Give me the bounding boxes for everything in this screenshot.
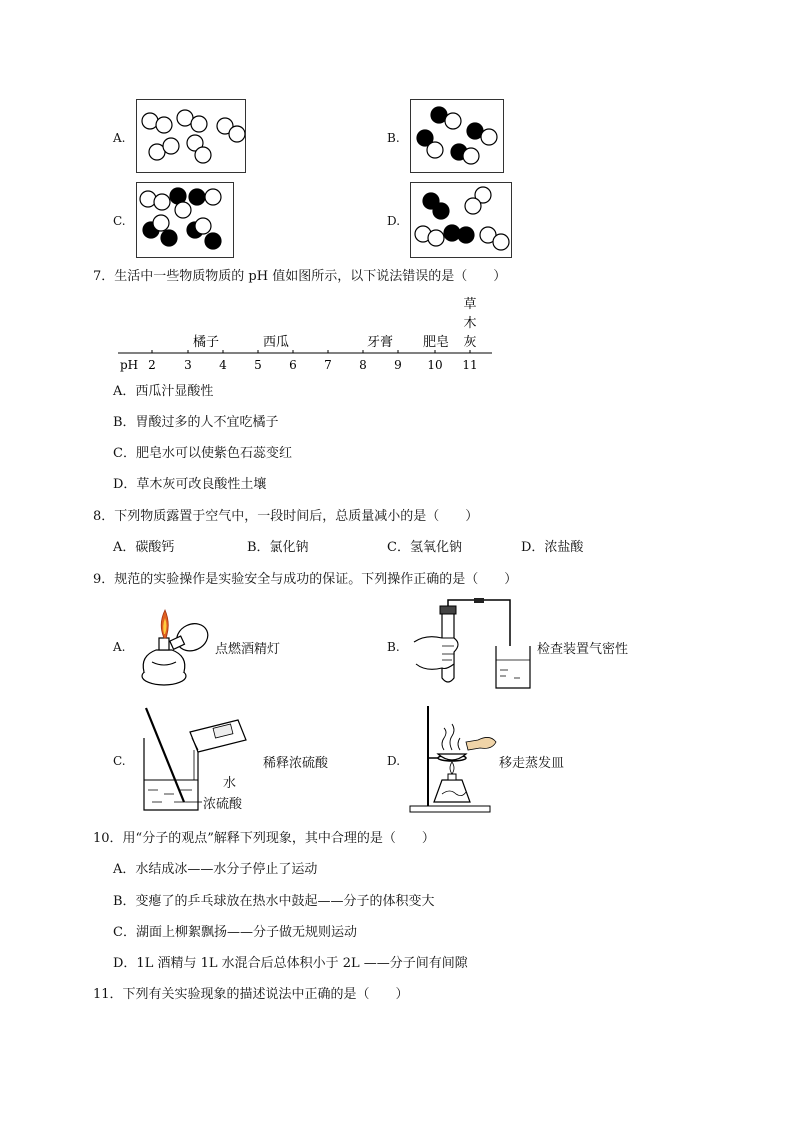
substance-label: 西瓜 bbox=[262, 335, 290, 350]
vertical-substance-char: 木 bbox=[463, 316, 477, 331]
particle-diagram bbox=[137, 183, 233, 257]
particle-hollow bbox=[427, 142, 443, 158]
question-10-option-a[interactable]: A．水结成冰——水分子停止了运动 bbox=[113, 862, 318, 877]
question-8-option-c[interactable]: C．氢氧化钠 bbox=[387, 540, 462, 555]
acid-label: 浓硫酸 bbox=[203, 797, 243, 812]
particle-diagram bbox=[411, 100, 503, 172]
tick-label: 9 bbox=[394, 358, 402, 372]
option-label: C. bbox=[113, 214, 126, 228]
particle-hollow bbox=[229, 126, 245, 142]
question-11-stem: 11．下列有关实验现象的描述说法中正确的是（ ） bbox=[93, 987, 409, 1002]
particle-filled bbox=[189, 189, 205, 205]
tick-label: 4 bbox=[219, 358, 227, 372]
substance-label: 肥皂 bbox=[422, 335, 450, 350]
alcohol-lamp-illustration bbox=[134, 598, 214, 690]
particle-box bbox=[410, 99, 504, 173]
option-label: A. bbox=[113, 640, 126, 654]
option-caption: 点燃酒精灯 bbox=[215, 642, 281, 657]
particle-hollow bbox=[156, 117, 172, 133]
particle-hollow bbox=[493, 234, 509, 250]
particle-diagram bbox=[137, 100, 245, 172]
particle-hollow bbox=[205, 189, 221, 205]
tick-label: 11 bbox=[462, 358, 478, 372]
question-10-stem: 10．用“分子的观点”解释下列现象，其中合理的是（ ） bbox=[93, 831, 435, 846]
option-label: D. bbox=[387, 214, 401, 228]
particle-filled bbox=[205, 233, 221, 249]
tick-label: 8 bbox=[359, 358, 367, 372]
option-label: C. bbox=[113, 754, 126, 768]
option-caption: 移走蒸发皿 bbox=[499, 756, 565, 771]
option-label: B. bbox=[387, 640, 400, 654]
tick-label: 3 bbox=[184, 358, 192, 372]
dilute-acid-illustration bbox=[134, 704, 264, 816]
tick-label: 5 bbox=[254, 358, 262, 372]
particle-filled bbox=[433, 203, 449, 219]
question-10-option-d[interactable]: D．1L 酒精与 1L 水混合后总体积小于 2L ——分子间有间隙 bbox=[113, 956, 468, 971]
particle-hollow bbox=[140, 191, 156, 207]
vertical-substance-char: 草 bbox=[463, 297, 477, 312]
option-caption: 检查装置气密性 bbox=[537, 642, 629, 657]
tick-label: 2 bbox=[148, 358, 156, 372]
question-9-stem: 9．规范的实验操作是实验安全与成功的保证。下列操作正确的是（ ） bbox=[93, 572, 518, 587]
question-7-option-b[interactable]: B．胃酸过多的人不宜吃橘子 bbox=[113, 415, 279, 430]
particle-hollow bbox=[175, 202, 191, 218]
particle-hollow bbox=[481, 129, 497, 145]
question-8-option-a[interactable]: A．碳酸钙 bbox=[113, 540, 175, 555]
question-7-stem: 7．生活中一些物质物质的 pH 值如图所示，以下说法错误的是（ ） bbox=[93, 269, 507, 284]
option-label: A. bbox=[113, 131, 126, 145]
evaporation-illustration bbox=[406, 702, 498, 814]
particle-box bbox=[410, 182, 512, 258]
ph-scale-svg bbox=[118, 291, 498, 377]
question-8-option-d[interactable]: D．浓盐酸 bbox=[521, 540, 584, 555]
particle-filled bbox=[444, 225, 460, 241]
particle-hollow bbox=[463, 148, 479, 164]
particle-filled bbox=[458, 227, 474, 243]
particle-hollow bbox=[445, 113, 461, 129]
airtightness-apparatus bbox=[408, 598, 536, 692]
substance-label: 橘子 bbox=[192, 335, 220, 350]
particle-box bbox=[136, 182, 234, 258]
question-10-option-c[interactable]: C．湖面上柳絮飘扬——分子做无规则运动 bbox=[113, 925, 357, 940]
particle-hollow bbox=[153, 215, 169, 231]
question-7-option-a[interactable]: A．西瓜汁显酸性 bbox=[113, 384, 214, 399]
water-label: 水 bbox=[223, 776, 237, 791]
particle-hollow bbox=[154, 194, 170, 210]
particle-filled bbox=[161, 230, 177, 246]
question-8-option-b[interactable]: B．氯化钠 bbox=[247, 540, 309, 555]
question-10-option-b[interactable]: B．变瘪了的乒乓球放在热水中鼓起——分子的体积变大 bbox=[113, 894, 435, 909]
option-label: B. bbox=[387, 131, 400, 145]
question-7-option-d[interactable]: D．草木灰可改良酸性土壤 bbox=[113, 477, 267, 492]
vertical-substance-char: 灰 bbox=[463, 335, 477, 350]
ph-scale-figure bbox=[118, 291, 498, 377]
ph-axis-label: pH bbox=[120, 358, 139, 372]
tick-label: 10 bbox=[427, 358, 443, 372]
particle-hollow bbox=[163, 138, 179, 154]
particle-box bbox=[136, 99, 246, 173]
question-7-option-c[interactable]: C．肥皂水可以使紫色石蕊变红 bbox=[113, 446, 292, 461]
tick-label: 6 bbox=[289, 358, 297, 372]
particle-hollow bbox=[428, 230, 444, 246]
question-8-stem: 8．下列物质露置于空气中，一段时间后，总质量减小的是（ ） bbox=[93, 509, 479, 524]
substance-label: 牙膏 bbox=[366, 335, 394, 350]
particle-hollow bbox=[465, 198, 481, 214]
option-caption: 稀释浓硫酸 bbox=[263, 756, 329, 771]
option-label: D. bbox=[387, 754, 401, 768]
tick-label: 7 bbox=[324, 358, 332, 372]
particle-hollow bbox=[195, 147, 211, 163]
particle-hollow bbox=[195, 218, 211, 234]
particle-hollow bbox=[191, 116, 207, 132]
particle-diagram bbox=[411, 183, 511, 257]
